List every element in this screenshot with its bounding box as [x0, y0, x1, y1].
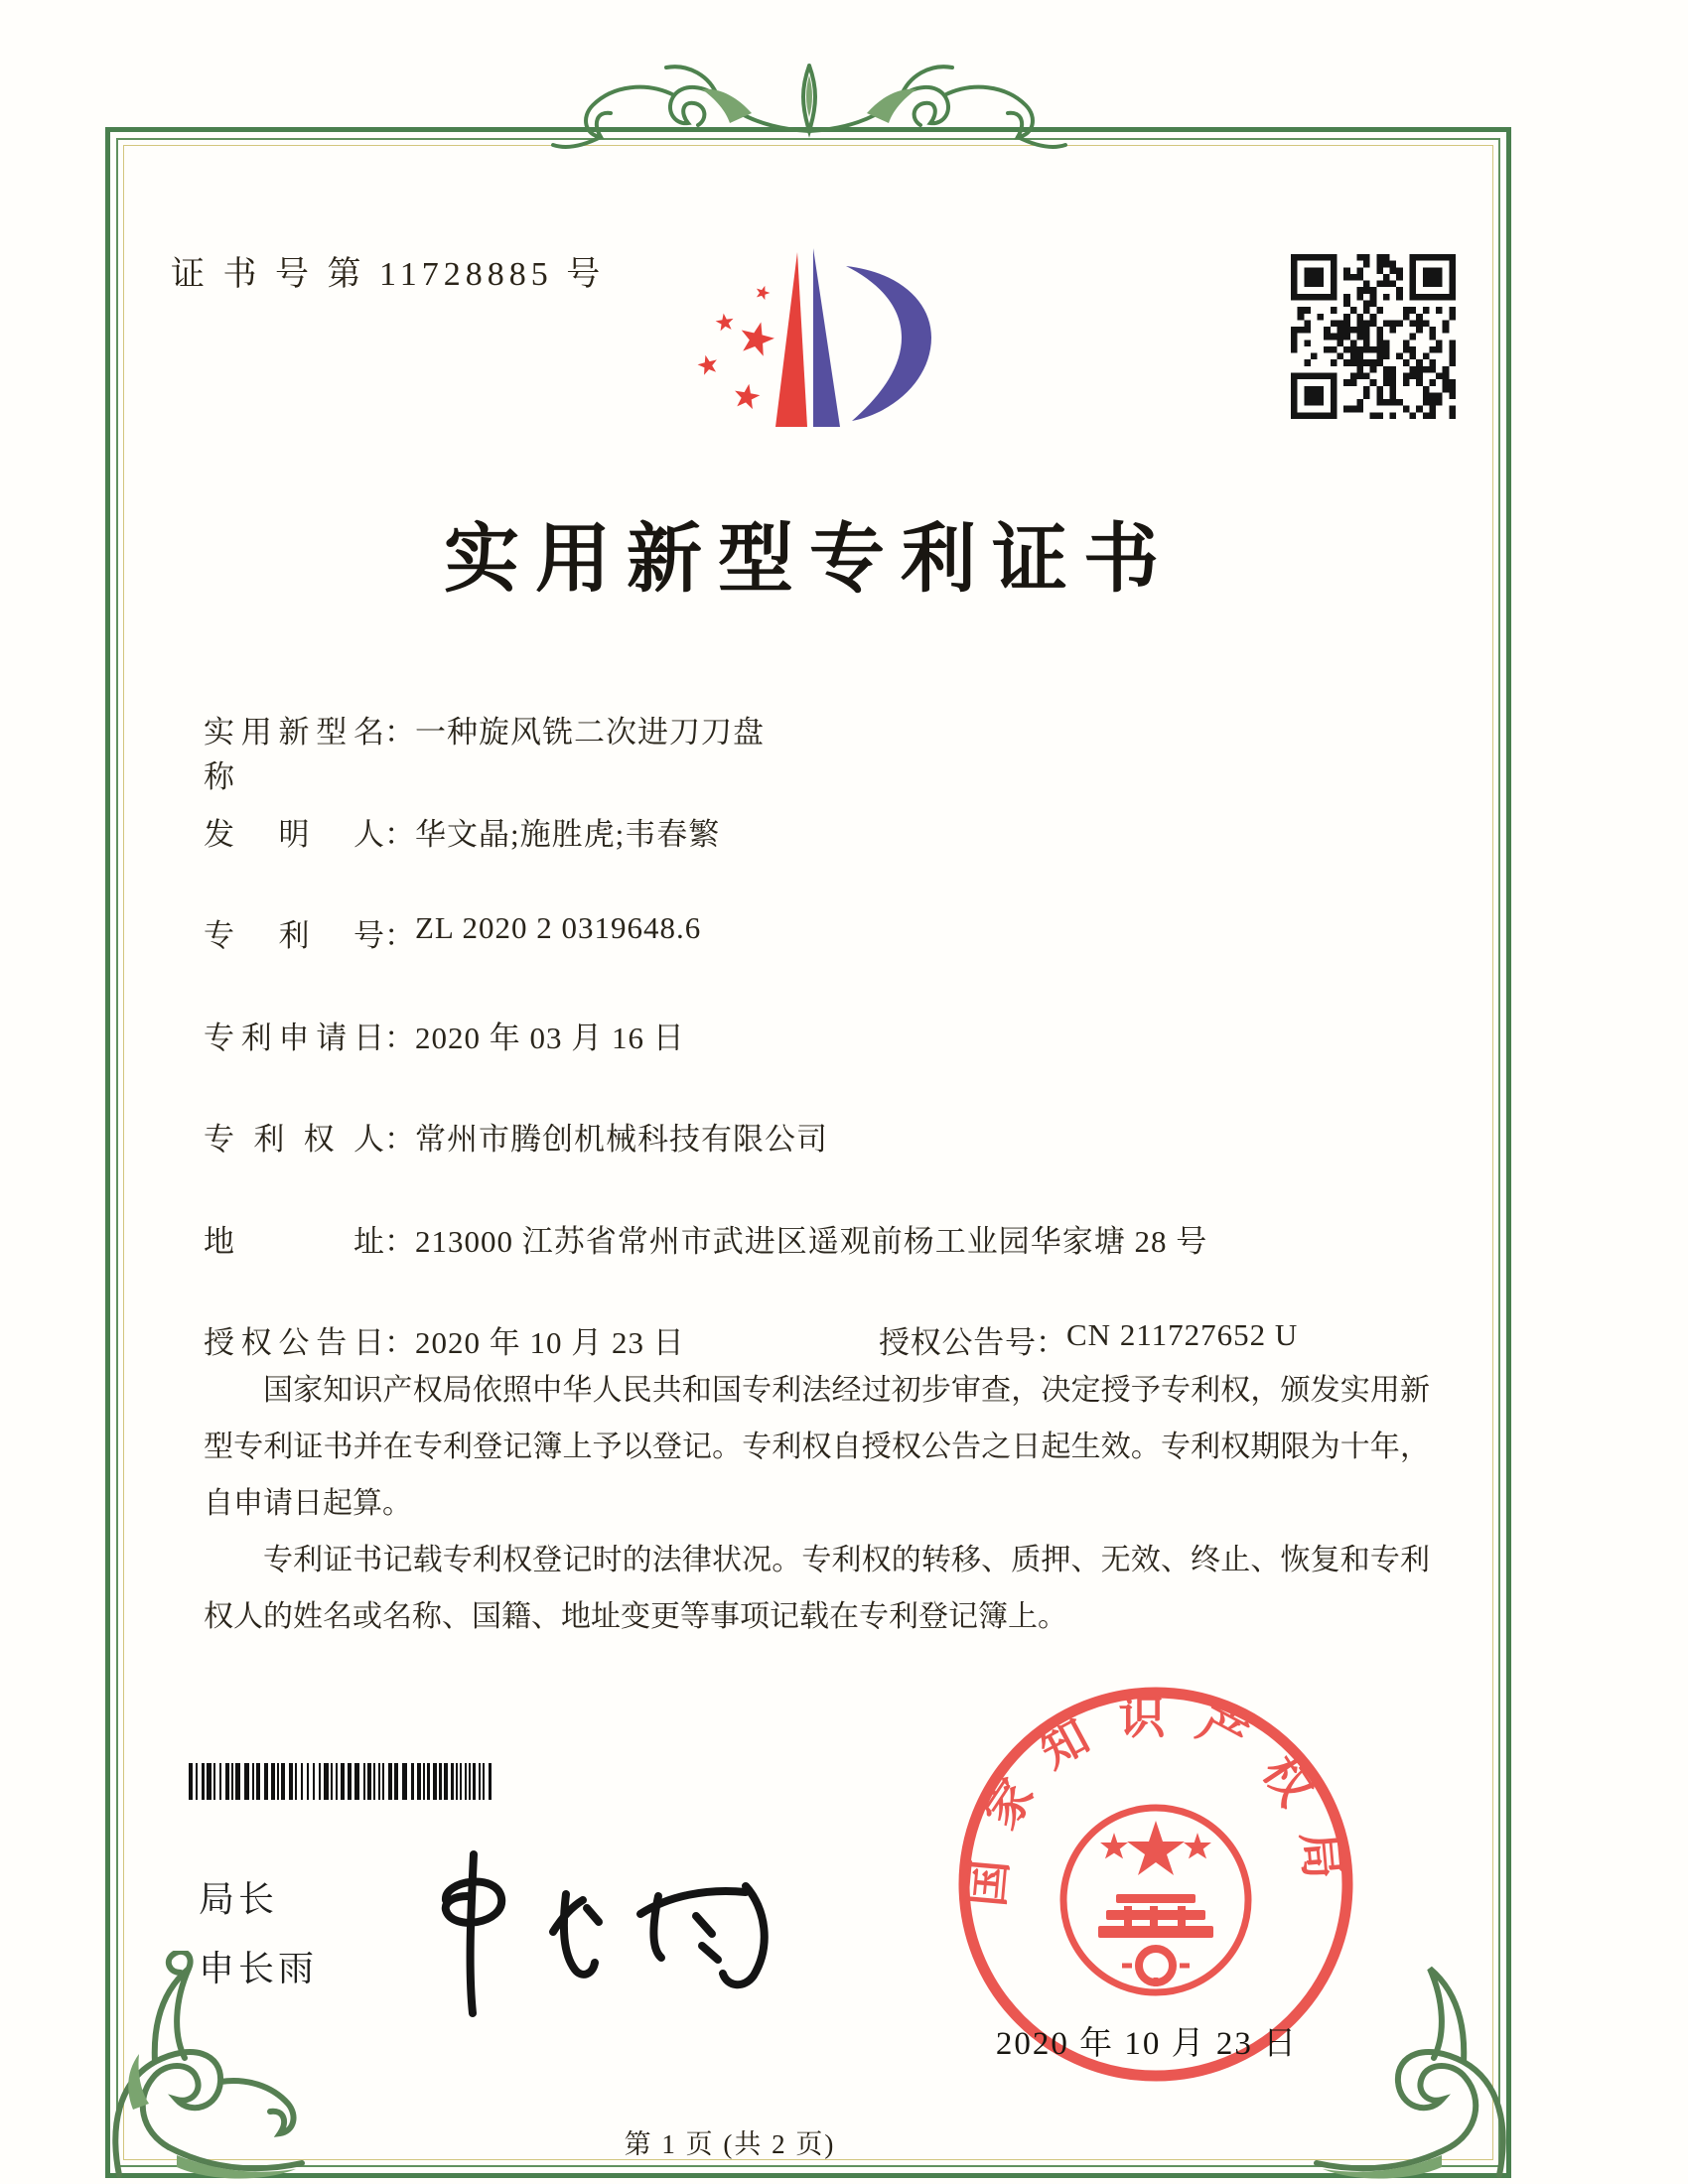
field-label: 专利权人	[204, 1122, 384, 1157]
field-row-address	[204, 1216, 1455, 1318]
field-value: 一种旋风铣二次进刀刀盘	[415, 715, 765, 750]
cnipa-logo-icon	[675, 238, 943, 447]
field-label: 授权公告日	[204, 1325, 384, 1360]
field-value: CN 211727652 U	[1066, 1317, 1299, 1352]
field-colon: ：	[384, 816, 415, 852]
field-colon: ：	[384, 1020, 415, 1055]
field-label: 专利申请日	[204, 1020, 384, 1055]
body-paragraph-1: 国家知识产权局依照中华人民共和国专利法经过初步审查，决定授予专利权，颁发实用新型专利证书并在专利登记簿上予以登记。专利权自授权公告之日起生效。专利权期限为十年，自申请日起算。	[204, 1374, 1430, 1520]
barcode-icon	[189, 1763, 494, 1800]
field-grant-number	[879, 1317, 1298, 1362]
field-row-patent-number	[204, 910, 1455, 1013]
field-colon: ：	[384, 918, 415, 953]
field-value: 常州市腾创机械科技有限公司	[415, 1122, 828, 1157]
field-row-patentee	[204, 1114, 1455, 1216]
field-label: 实用新型名称	[204, 715, 384, 794]
field-label: 专利号	[204, 918, 384, 953]
certificate-number: 证 书 号 第 11728885 号	[171, 256, 606, 293]
field-value: 2020 年 10 月 23 日	[415, 1325, 685, 1360]
field-value: 华文晶;施胜虎;韦春繁	[415, 816, 721, 852]
field-value: 213000 江苏省常州市武进区遥观前杨工业园华家塘 28 号	[415, 1223, 1208, 1259]
field-row-inventors	[204, 809, 1455, 911]
field-colon: ：	[1036, 1325, 1066, 1360]
signature-icon	[402, 1837, 829, 2035]
field-colon: ：	[384, 715, 415, 750]
top-flourish-ornament	[551, 52, 1067, 171]
field-colon: ：	[384, 1122, 415, 1157]
certificate-title: 实用新型专利证书	[444, 518, 1175, 602]
qr-code-icon	[1291, 254, 1456, 419]
field-row-filing-date	[204, 1013, 1455, 1115]
legal-text	[204, 1362, 1430, 1645]
field-colon: ：	[384, 1223, 415, 1259]
field-value: 2020 年 03 月 16 日	[415, 1020, 685, 1055]
field-label: 授权公告号	[879, 1325, 1036, 1360]
director-title: 局长	[199, 1879, 279, 1919]
field-row-utility-name	[204, 707, 1455, 809]
seal-date: 2020 年 10 月 23 日	[995, 2026, 1299, 2062]
field-label: 发明人	[204, 816, 384, 852]
page-footer: 第 1 页 (共 2 页)	[624, 2129, 836, 2159]
field-label: 地址	[204, 1223, 384, 1259]
field-value: ZL 2020 2 0319648.6	[415, 910, 702, 945]
field-colon: ：	[384, 1325, 415, 1360]
national-emblem-icon	[1063, 1808, 1248, 1992]
field-list	[204, 707, 1455, 1420]
director-name: 申长雨	[199, 1949, 319, 1988]
body-paragraph-2: 专利证书记载专利权登记时的法律状况。专利权的转移、质押、无效、终止、恢复和专利权人的姓名或名称、国籍、地址变更等事项记载在专利登记簿上。	[204, 1544, 1430, 1633]
seal-text: 国家知识产权局	[961, 1692, 1350, 1909]
